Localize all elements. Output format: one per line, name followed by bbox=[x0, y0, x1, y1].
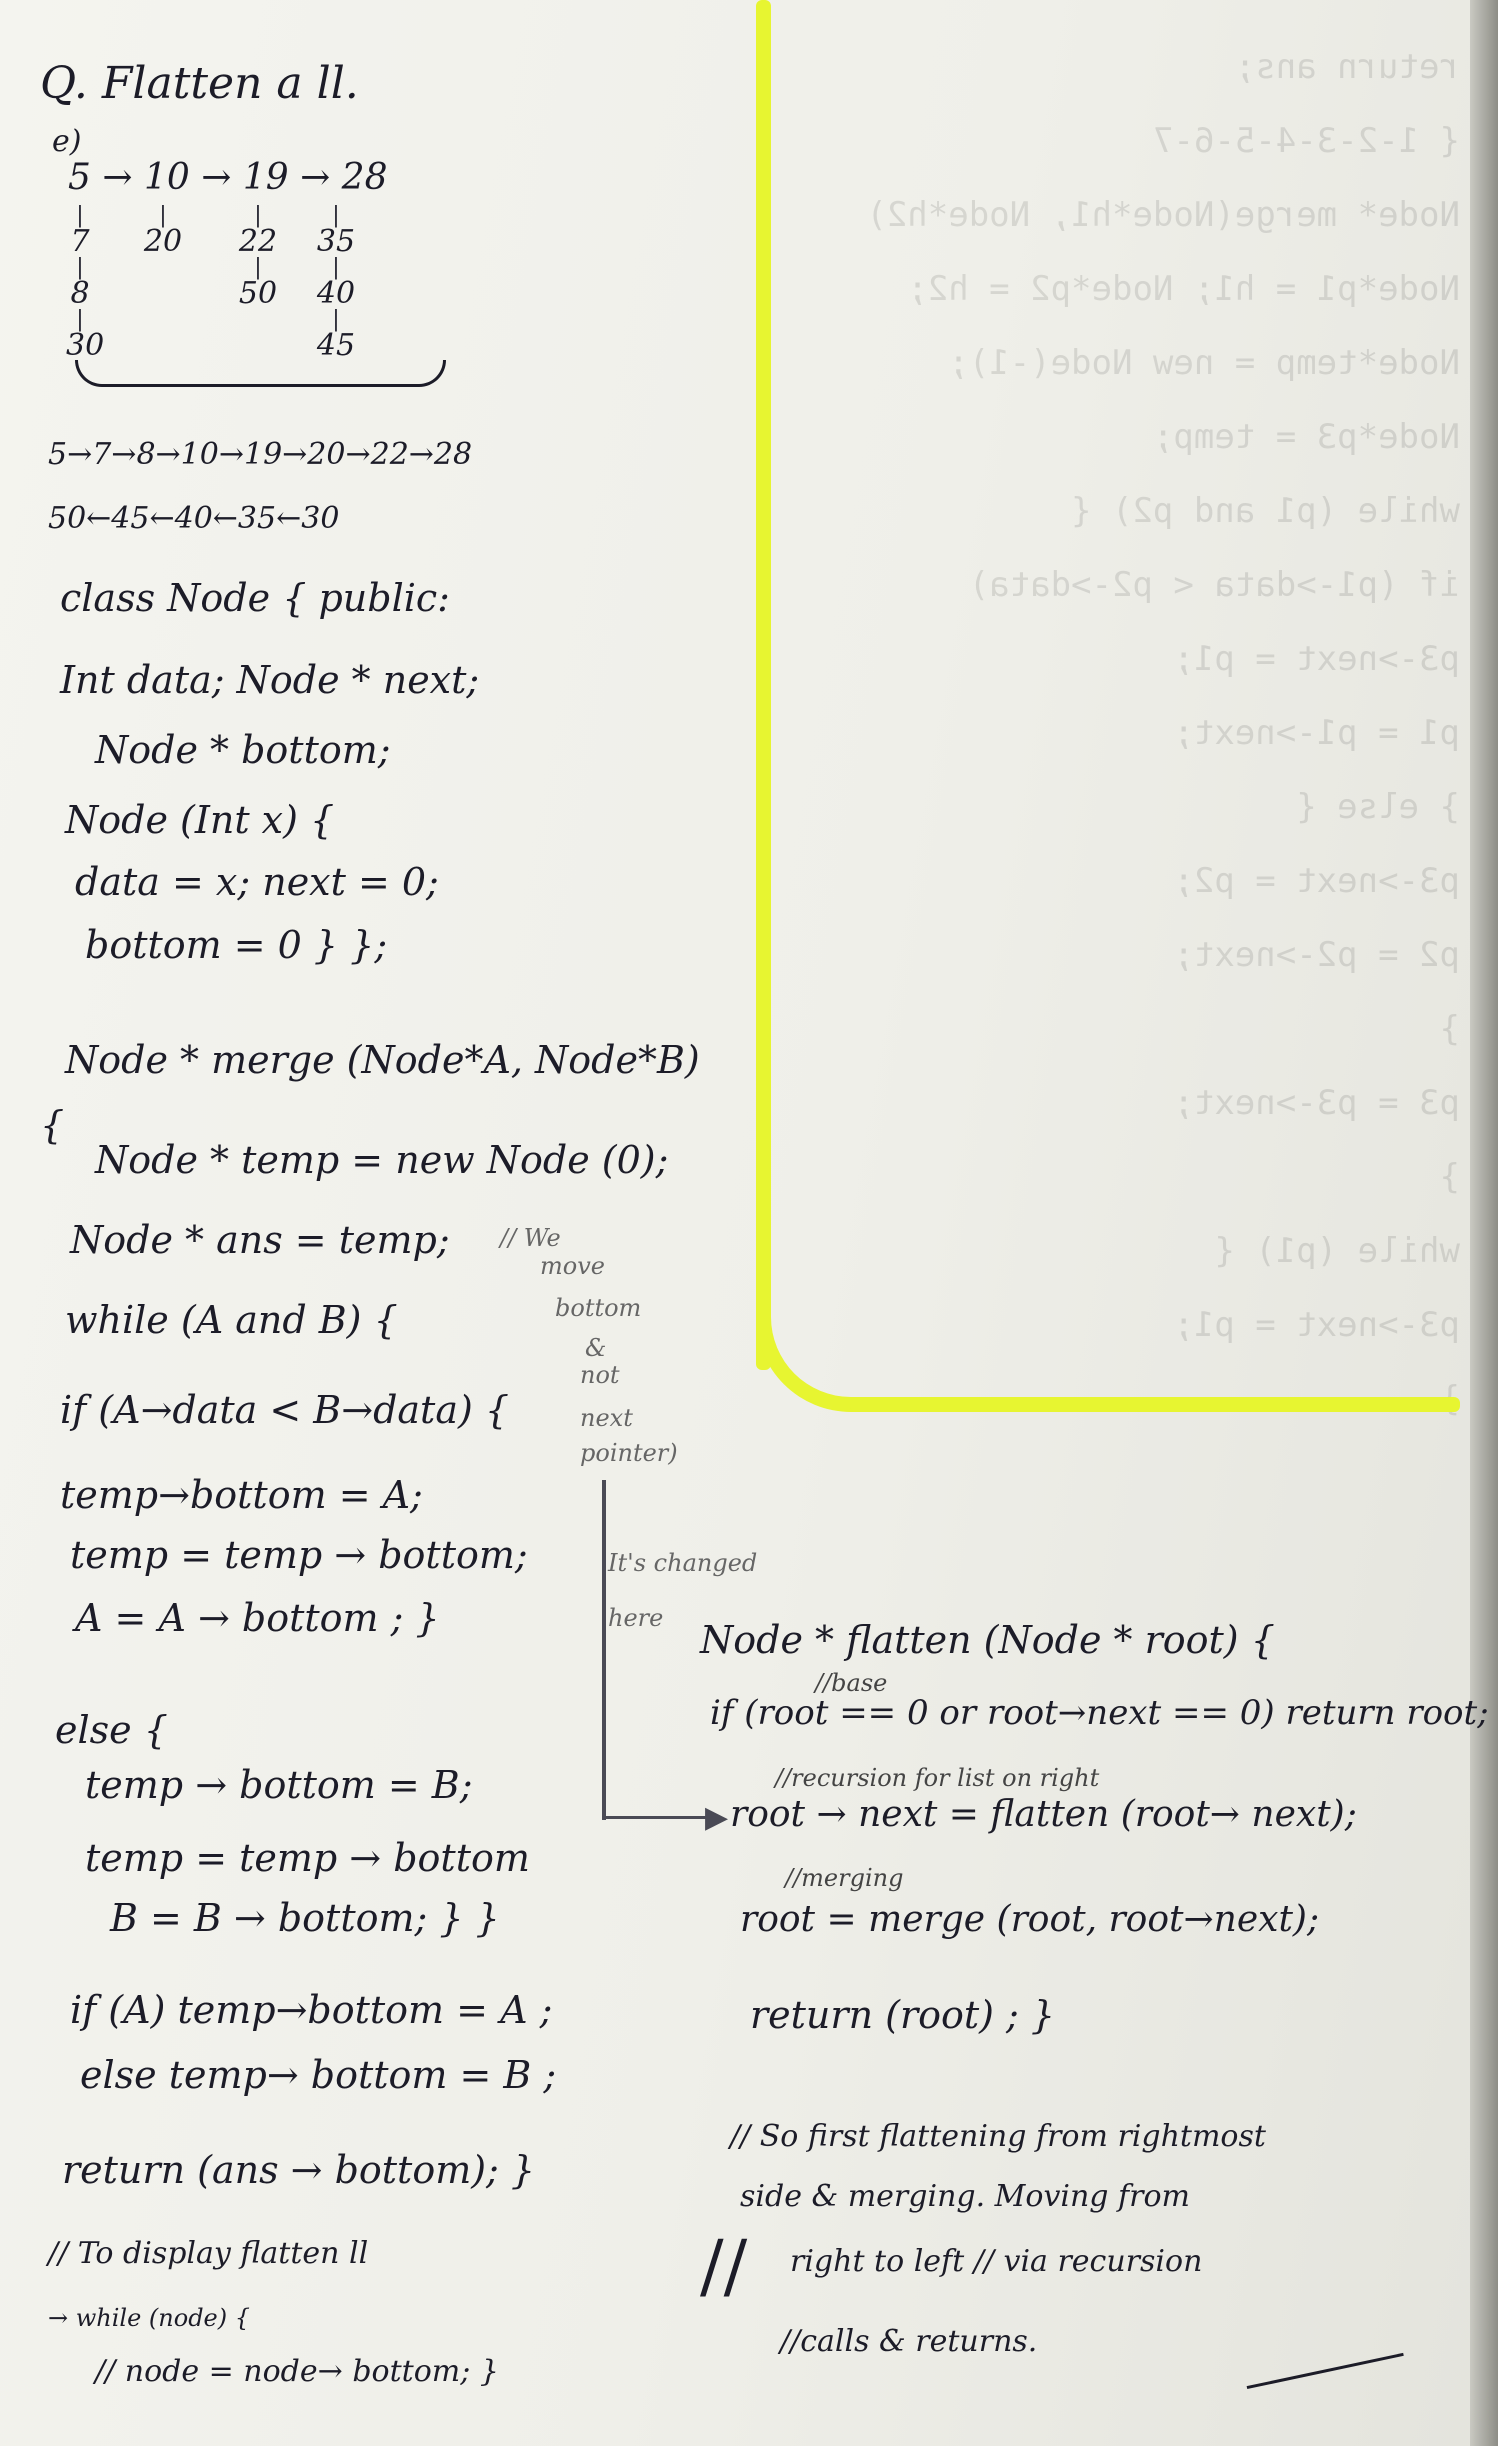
summary-note-line: //calls & returns. bbox=[780, 2324, 1038, 2359]
margin-note: here bbox=[608, 1604, 664, 1632]
highlighter-line-horizontal bbox=[850, 1397, 1460, 1412]
merge-line: if (A→data < B→data) { bbox=[60, 1388, 510, 1432]
highlighter-line-vertical bbox=[756, 0, 771, 1370]
annotation-arrow-shaft bbox=[602, 1816, 717, 1819]
class-def-line: Int data; Node * next; bbox=[60, 658, 480, 702]
merge-line: else { bbox=[55, 1708, 168, 1752]
class-def-line: bottom = 0 } }; bbox=[85, 923, 388, 967]
flatten-recursive-call: root → next = flatten (root→ next); bbox=[730, 1794, 1357, 1835]
summary-note-line: // So first flattening from rightmost bbox=[730, 2119, 1266, 2154]
flatten-signature: Node * flatten (Node * root) { bbox=[700, 1618, 1275, 1662]
class-def-line: Node * bottom; bbox=[95, 728, 391, 772]
margin-note: It's changed bbox=[608, 1549, 758, 1577]
comment-slashes: // bbox=[700, 2225, 748, 2307]
column-under-19: | 22 | 50 bbox=[238, 203, 278, 311]
merge-line: else temp→ bottom = B ; bbox=[80, 2053, 557, 2097]
merge-line: temp = temp → bottom; bbox=[70, 1533, 528, 1577]
margin-note: not bbox=[580, 1361, 620, 1389]
question-title: Q. Flatten a ll. bbox=[40, 58, 359, 109]
merge-line: A = A → bottom ; } bbox=[75, 1596, 440, 1640]
flatten-return: return (root) ; } bbox=[750, 1993, 1056, 2037]
list-top-row: 5 → 10 → 19 → 28 bbox=[68, 157, 388, 198]
merge-line: Node * temp = new Node (0); bbox=[95, 1138, 669, 1182]
class-def-line: class Node { public: bbox=[60, 576, 450, 620]
margin-note: pointer) bbox=[580, 1439, 678, 1467]
merge-line: Node * ans = temp; bbox=[70, 1218, 450, 1262]
page-edge-shadow bbox=[1470, 0, 1498, 2446]
column-under-28: | 35 | 40 | 45 bbox=[316, 203, 356, 363]
class-def-line: data = x; next = 0; bbox=[75, 860, 439, 904]
flatten-comment-merging: //merging bbox=[785, 1864, 904, 1892]
column-under-5: | 7 | 8 | 30 bbox=[66, 203, 105, 363]
flatten-comment-recursion: //recursion for list on right bbox=[775, 1764, 1100, 1792]
flatten-base-case: if (root == 0 or root→next == 0) return root; bbox=[710, 1693, 1489, 1733]
example-label: e) bbox=[52, 124, 82, 159]
merge-line: temp = temp → bottom bbox=[85, 1836, 530, 1880]
margin-note: bottom bbox=[555, 1294, 642, 1322]
display-comment: // To display flatten ll bbox=[48, 2236, 369, 2271]
flattened-result-line-1: 5→7→8→10→19→20→22→28 bbox=[48, 437, 473, 472]
class-def-line: Node (Int x) { bbox=[65, 798, 335, 842]
merge-line: { bbox=[40, 1103, 65, 1147]
arrow-right-icon: ▶ bbox=[705, 1800, 729, 1835]
margin-note: & bbox=[585, 1334, 607, 1362]
merge-line: B = B → bottom; } } bbox=[110, 1896, 500, 1940]
display-loop-body: // node = node→ bottom; } bbox=[95, 2354, 499, 2389]
merge-line: temp→bottom = A; bbox=[60, 1473, 423, 1517]
flattened-result-line-2: 50←45←40←35←30 bbox=[48, 501, 340, 536]
merge-line: if (A) temp→bottom = A ; bbox=[70, 1988, 553, 2032]
curly-underbrace bbox=[75, 360, 446, 387]
summary-note-line: right to left // via recursion bbox=[790, 2244, 1203, 2279]
margin-note: move bbox=[540, 1252, 605, 1280]
margin-note: next bbox=[580, 1404, 633, 1432]
flatten-merge-call: root = merge (root, root→next); bbox=[740, 1899, 1320, 1940]
summary-note-line: side & merging. Moving from bbox=[740, 2179, 1190, 2214]
bleed-through-text: return ans; { 1-2-3-4-5-6-7 Node* merge(Node*h1, Node*h2) Node*p1 = h1; Node*p2 = h2; Node*temp = new Node(-1); Node*p3 = temp; while (p1 and p2) { if (p1->data < p2->data) p3->next = p1; p1 = p1->next; } else { p3->next = p2; p2 = p2->next; } p3 = p3->next; } while (p1) { p3->next = p1; bbox=[866, 47, 1460, 1345]
merge-signature: Node * merge (Node*A, Node*B) bbox=[65, 1038, 700, 1082]
column-under-10: | 20 bbox=[143, 203, 183, 259]
annotation-arrow-line bbox=[602, 1480, 606, 1820]
merge-line: while (A and B) { bbox=[65, 1298, 398, 1342]
margin-note: // We bbox=[500, 1224, 561, 1252]
flatten-comment-base: //base bbox=[815, 1669, 888, 1697]
merge-line: temp → bottom = B; bbox=[85, 1763, 473, 1807]
display-loop: → while (node) { bbox=[48, 2304, 251, 2332]
merge-line: return (ans → bottom); } bbox=[62, 2148, 536, 2192]
